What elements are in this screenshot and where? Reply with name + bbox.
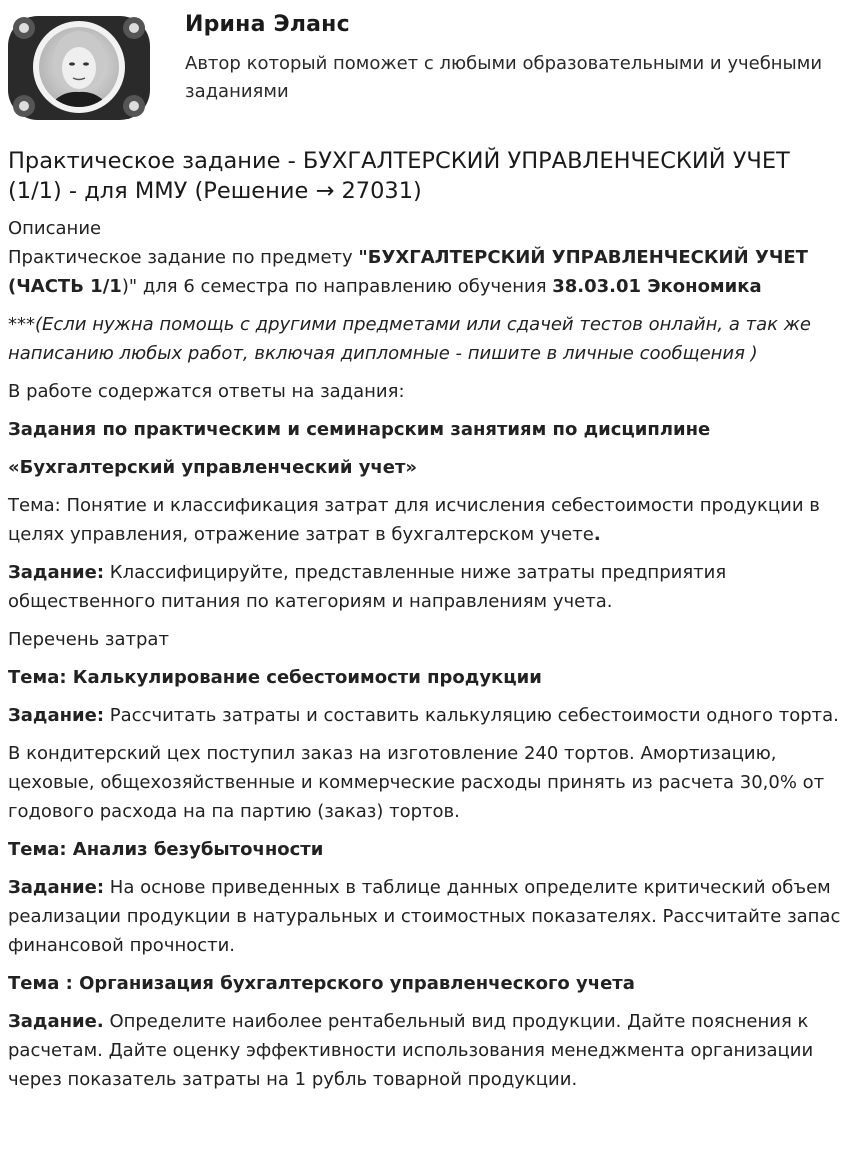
task-label: Задание:	[8, 562, 105, 583]
author-description: Автор который поможет с любыми образовательными и учебными заданиями	[185, 53, 823, 102]
section-4-task	[8, 1007, 842, 1094]
section-4-topic: Тема : Организация бухгалтерского управленческого учета	[8, 973, 635, 994]
task-text: На основе приведенных в таблице данных определите критический объем реализации продукции в натуральных и стоимостных показателях. Рассчитайте запас финансовой прочности.	[8, 877, 841, 956]
task-content	[8, 146, 842, 1094]
topic-end: .	[593, 524, 601, 545]
intro-subject: "БУХГАЛТЕРСКИЙ УПРАВЛЕНЧЕСКИЙ УЧЕТ (ЧАСТЬ 1/1	[8, 247, 808, 297]
intro-prefix: Практическое задание по предмету	[8, 247, 359, 268]
section-2-body: В кондитерский цех поступил заказ на изготовление 240 тортов. Амортизацию, цеховые, общехозяйственные и коммерческие расходы принять из расчета 30,0% от годового расхода на па партию (заказ) тортов.	[8, 743, 825, 822]
task-text: Классифицируйте, представленные ниже затраты предприятия общественного питания по категориям и направлениям учета.	[8, 562, 727, 612]
description-heading: Описание	[8, 218, 102, 239]
topic-text: Понятие и классификация затрат для исчисления себестоимости продукции в целях управления, отражение затрат в бухгалтерском учете	[8, 495, 820, 545]
task-label: Задание:	[8, 877, 105, 898]
task-label: Задание:	[8, 705, 105, 726]
help-note: ***(Если нужна помощь с другими предметами или сдачей тестов онлайн, а так же написанию любых работ, включая дипломные - пишите в личные сообщения )	[8, 314, 811, 364]
section-3-topic: Тема: Анализ безубыточности	[8, 839, 324, 860]
section-2-topic: Тема: Калькулирование себестоимости продукции	[8, 667, 542, 688]
author-name: Ирина Эланс	[185, 12, 350, 37]
tasks-heading-2: «Бухгалтерский управленческий учет»	[8, 457, 418, 478]
intro-code: 38.03.01 Экономика	[552, 276, 762, 297]
tasks-heading-1: Задания по практическим и семинарским занятиям по дисциплине	[8, 419, 711, 440]
task-text: Рассчитать затраты и составить калькуляцию себестоимости одного торта.	[104, 705, 839, 726]
section-2-task	[8, 701, 842, 730]
contains-text: В работе содержатся ответы на задания:	[8, 381, 405, 402]
topic-label: Тема:	[8, 495, 67, 516]
intro-middle: для 6 семестра по направлению обучения	[137, 276, 553, 297]
section-1-topic	[8, 491, 842, 549]
author-header	[0, 0, 847, 140]
description-intro	[8, 243, 842, 301]
task-text: Определите наиболее рентабельный вид продукции. Дайте пояснения к расчетам. Дайте оценку эффективности использования менеджмента организации через показатель затраты на 1 рубль товарной продукции.	[8, 1011, 814, 1090]
section-1-task	[8, 558, 842, 616]
section-3-task	[8, 873, 842, 960]
avatar	[6, 6, 152, 128]
intro-subject-close: )"	[121, 276, 138, 297]
section-1-list: Перечень затрат	[8, 629, 169, 650]
task-label: Задание.	[8, 1011, 104, 1032]
author-avatar-photo	[6, 6, 152, 128]
page-title: Практическое задание - БУХГАЛТЕРСКИЙ УПРАВЛЕНЧЕСКИЙ УЧЕТ (1/1) - для ММУ (Решение → 27031)	[8, 148, 790, 204]
